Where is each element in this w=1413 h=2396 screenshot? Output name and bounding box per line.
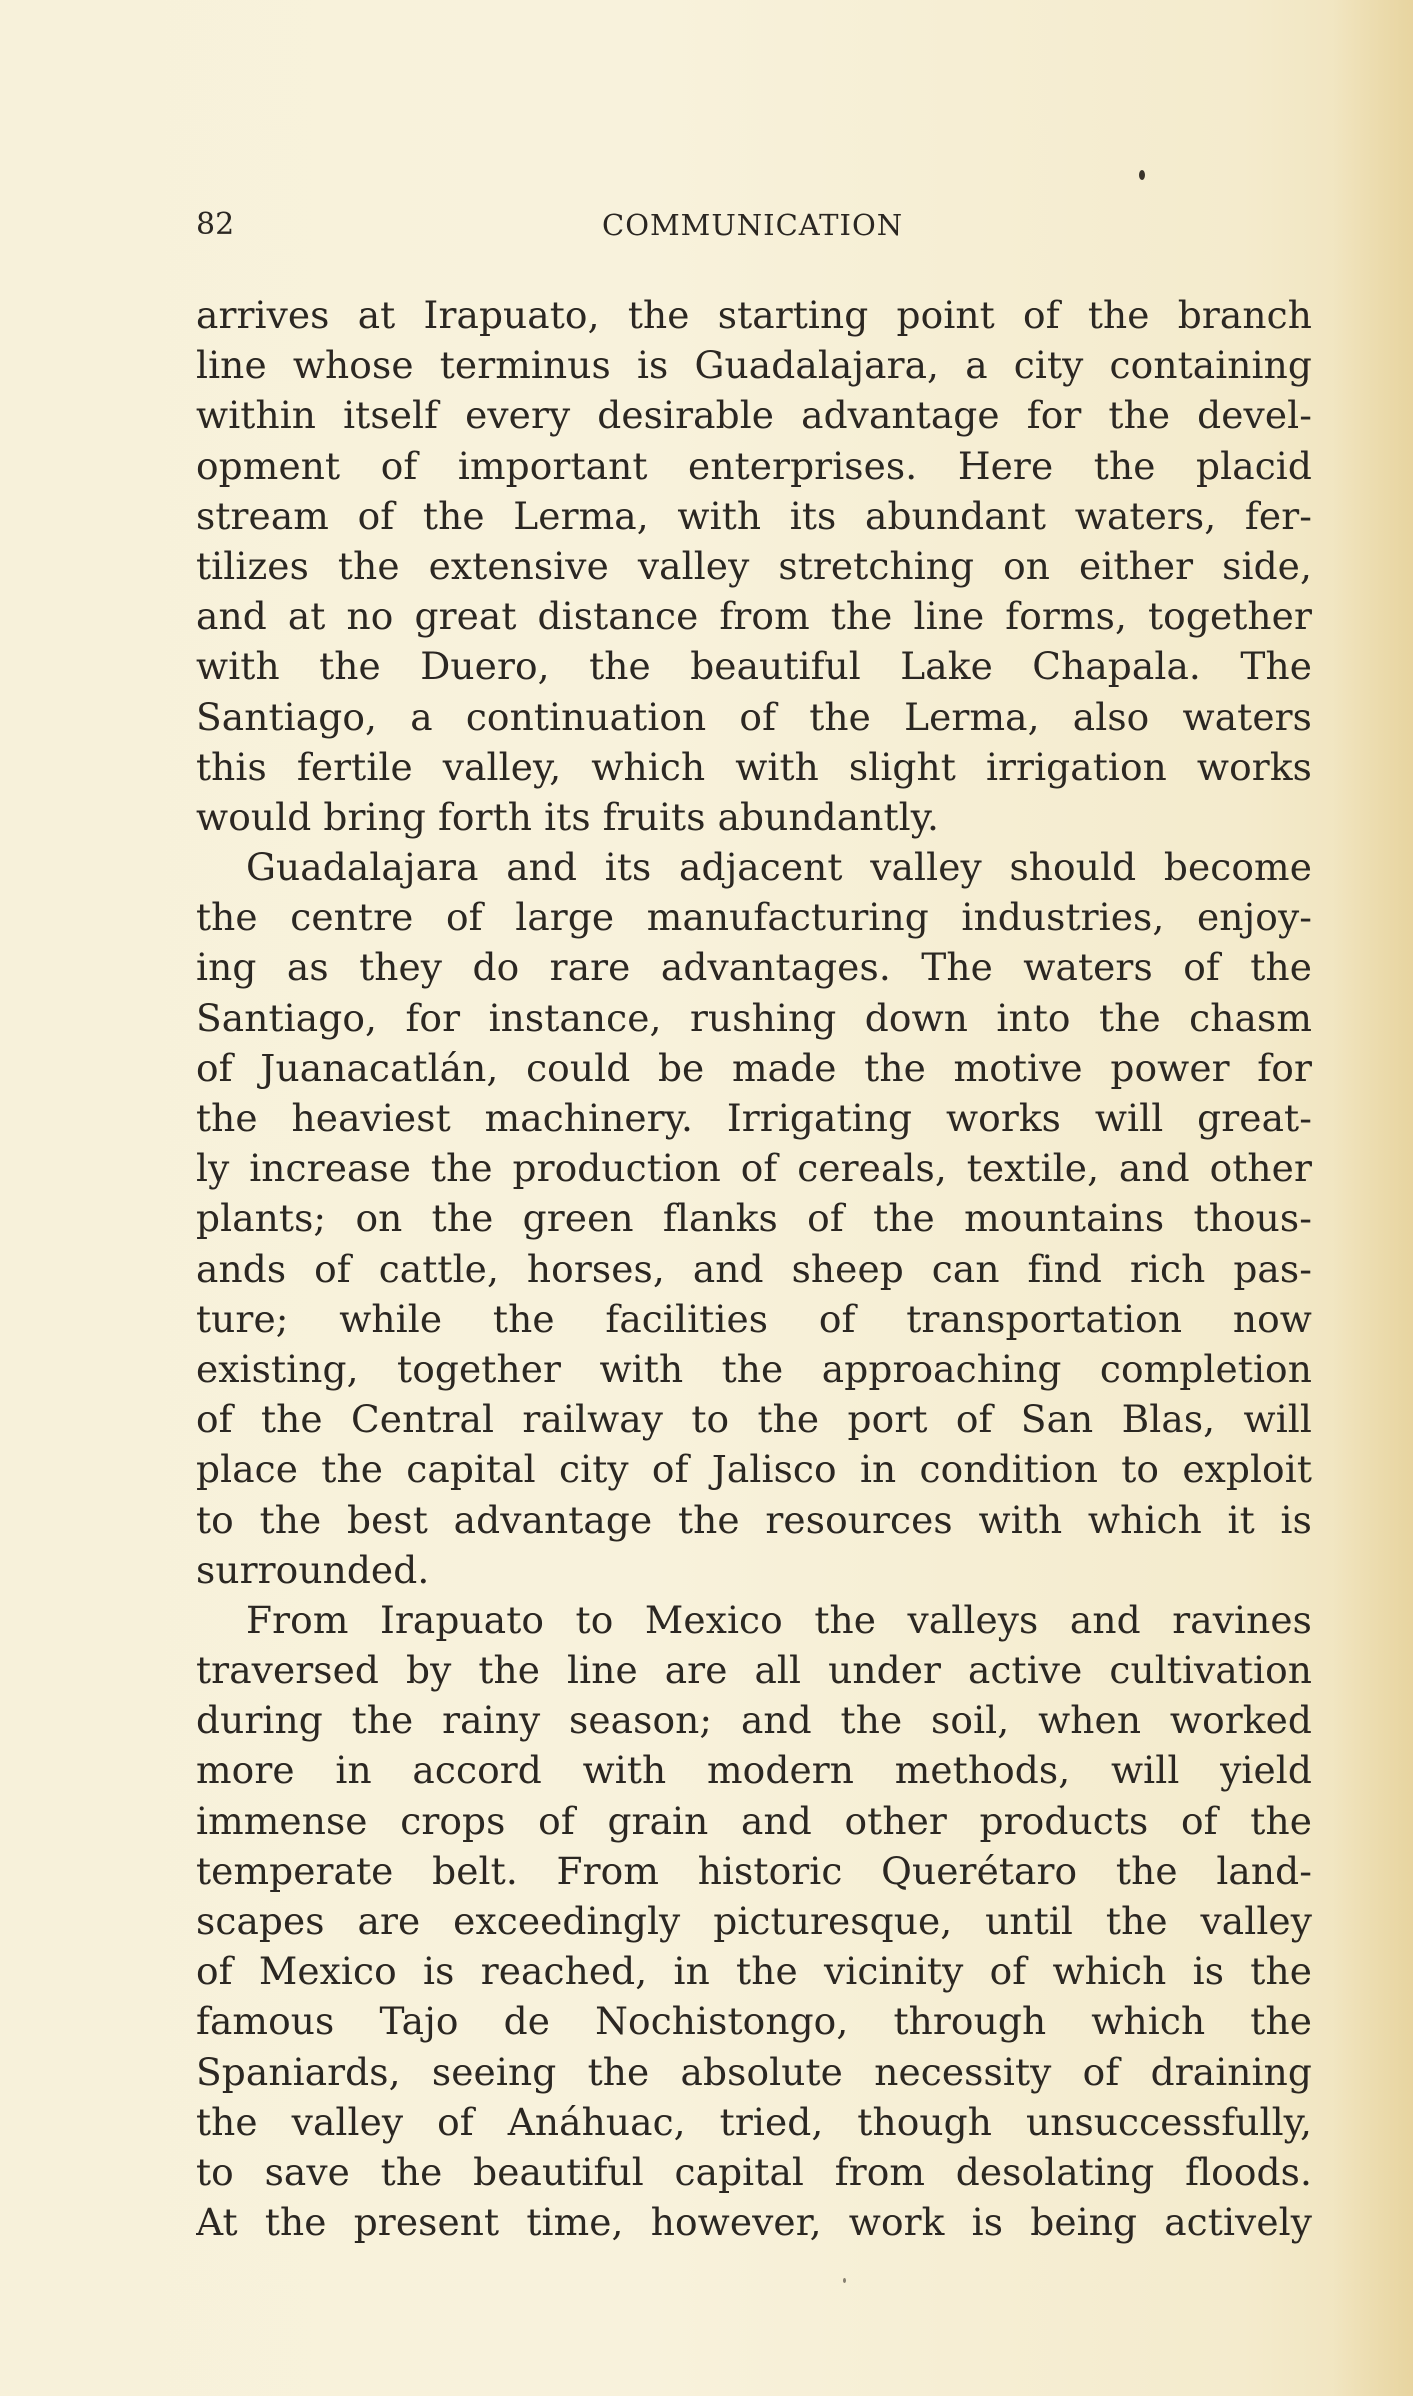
text-line: the valley of Anáhuac, tried, though unsuccessfully, — [196, 2099, 1312, 2144]
text-line: line whose terminus is Guadalajara, a city containing — [196, 343, 1312, 388]
text-line: of Mexico is reached, in the vicinity of which is the — [196, 1949, 1312, 1994]
paragraph-end-line: surrounded. — [196, 1547, 430, 1592]
text-line: Santiago, a continuation of the Lerma, also waters — [196, 694, 1312, 739]
text-line: traversed by the line are all under active cultivation — [196, 1648, 1312, 1693]
text-line: tilizes the extensive valley stretching on either side, — [196, 543, 1312, 588]
text-line: famous Tajo de Nochistongo, through which the — [196, 1999, 1312, 2044]
text-line: At the present time, however, work is being actively — [196, 2200, 1312, 2245]
text-line: to save the beautiful capital from desolating floods. — [196, 2149, 1312, 2194]
text-line: this fertile valley, which with slight irrigation works — [196, 744, 1312, 789]
text-line: to the best advantage the resources with which it is — [196, 1497, 1312, 1542]
text-line: immense crops of grain and other products of the — [196, 1798, 1312, 1843]
text-line: plants; on the green flanks of the mountains thous- — [196, 1196, 1312, 1241]
text-line: opment of important enterprises. Here the placid — [196, 443, 1312, 488]
ink-speck — [1139, 170, 1145, 180]
text-line: ands of cattle, horses, and sheep can find rich pas- — [196, 1246, 1312, 1291]
text-line: and at no great distance from the line forms, together — [196, 594, 1312, 639]
running-head — [196, 205, 1312, 245]
body-text — [196, 290, 1312, 2247]
running-head-title: COMMUNICATION — [602, 208, 904, 242]
paragraph-start-line: Guadalajara and its adjacent valley should become — [246, 845, 1312, 890]
text-line: Santiago, for instance, rushing down into the chasm — [196, 995, 1312, 1040]
text-line: scapes are exceedingly picturesque, until the valley — [196, 1899, 1312, 1943]
paragraph-end-line: would bring forth its fruits abundantly. — [196, 794, 940, 839]
text-line: existing, together with the approaching completion — [196, 1346, 1312, 1391]
text-line: temperate belt. From historic Querétaro the land- — [196, 1848, 1312, 1893]
text-line: ture; while the facilities of transportation now — [196, 1296, 1312, 1341]
text-line: arrives at Irapuato, the starting point of the branch — [196, 293, 1312, 337]
text-line: stream of the Lerma, with its abundant waters, fer- — [196, 493, 1312, 538]
text-line: with the Duero, the beautiful Lake Chapala. The — [196, 644, 1312, 689]
page-edge-shadow — [1333, 0, 1413, 2396]
text-line: of the Central railway to the port of San Blas, will — [196, 1397, 1312, 1442]
text-line: ly increase the production of cereals, textile, and other — [196, 1146, 1312, 1191]
text-line: within itself every desirable advantage for the devel- — [196, 393, 1312, 438]
text-line: the centre of large manufacturing industries, enjoy- — [196, 895, 1312, 940]
text-line: the heaviest machinery. Irrigating works will great- — [196, 1096, 1312, 1140]
text-line: ing as they do rare advantages. The waters of the — [196, 945, 1312, 990]
ink-speck — [843, 2278, 846, 2283]
text-line: of Juanacatlán, could be made the motive power for — [196, 1045, 1312, 1090]
text-line: Spaniards, seeing the absolute necessity of draining — [196, 2049, 1312, 2094]
paragraph-start-line: From Irapuato to Mexico the valleys and ravines — [246, 1597, 1312, 1642]
text-line: during the rainy season; and the soil, when worked — [196, 1698, 1312, 1743]
page-number: 82 — [196, 207, 235, 242]
text-line: more in accord with modern methods, will yield — [196, 1748, 1312, 1793]
text-line: place the capital city of Jalisco in condition to exploit — [196, 1447, 1312, 1492]
